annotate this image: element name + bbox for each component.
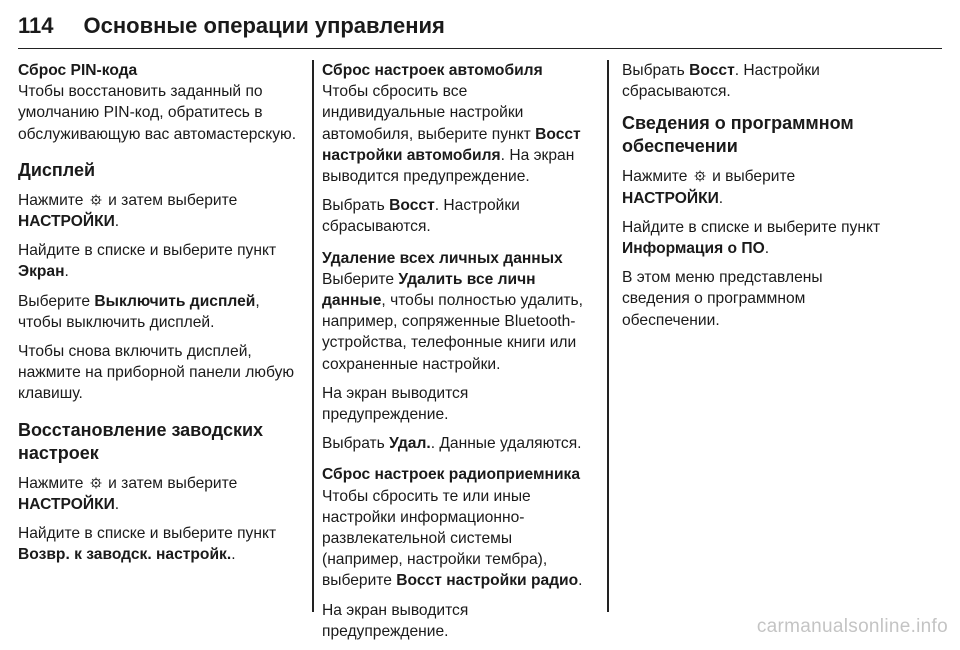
pin-reset-text: Чтобы восстановить заданный по умолчанию PIN-код, обратитесь в обслуживающую вас автомастерскую. (18, 83, 297, 143)
watermark: carmanualsonline.info (756, 616, 948, 637)
column-divider (312, 60, 314, 612)
vehicle-reset-text: Чтобы сбросить все индивидуальные настройки автомобиля, выберите пункт Восст настройки автомобиля. На экран выводится предупреждение. (322, 83, 581, 186)
display-step-1: Нажмите и затем выберите НАСТРОЙКИ. (18, 191, 238, 231)
column-divider (607, 60, 609, 612)
page-number: 114 (18, 13, 54, 38)
column-2 (322, 60, 594, 650)
column-3 (622, 60, 894, 339)
personal-data-heading: Удаление всех личных данных (322, 249, 563, 267)
software-step-2: Найдите в списке и выберите пункт Информация о ПО. (622, 218, 881, 258)
software-info-heading: Сведения о программном обеспечении (622, 113, 854, 157)
personal-data-warning: На экран выводится предупреждение. (322, 384, 469, 424)
software-step-1: Нажмите и выберите НАСТРОЙКИ. (622, 168, 796, 207)
radio-reset-warning: На экран выводится предупреждение. (322, 601, 469, 640)
software-step-3: В этом меню представлены сведения о программном обеспечении. (622, 269, 823, 329)
radio-reset-confirm: Выбрать Восст. Настройки сбрасываются. (622, 62, 820, 101)
radio-reset-heading: Сброс настроек радиоприемника (322, 466, 581, 484)
gear-icon (694, 170, 706, 182)
display-step-2: Найдите в списке и выберите пункт Экран. (18, 242, 277, 281)
factory-step-1: Нажмите и затем выберите НАСТРОЙКИ. (18, 474, 238, 513)
factory-reset-heading: Восстановление заводских настроек (18, 419, 264, 463)
personal-data-confirm: Выбрать Удал.. Данные удаляются. (322, 435, 582, 453)
radio-reset-text: Чтобы сбросить те или иные настройки информационно-развлекательной системы (например, настройки тембра), выберите Восст настройки радио. (322, 487, 583, 590)
factory-step-2: Найдите в списке и выберите пункт Возвр. к заводск. настройк.. (18, 525, 277, 564)
pin-reset-heading: Сброс PIN-кода (18, 62, 138, 79)
personal-data-text: Выберите Удалить все личн данные, чтобы полностью удалить, например, сопряженные Bluetooth-устройства, телефонные книги или сохраненные настройки. (322, 270, 584, 373)
column-1 (18, 60, 302, 573)
page-header (18, 4, 942, 49)
display-step-4: Чтобы снова включить дисплей, нажмите на приборной панели любую клавишу. (18, 343, 295, 403)
display-heading: Дисплей (18, 159, 96, 180)
page-title: Основные операции управления (83, 13, 445, 38)
gear-icon (90, 194, 102, 206)
gear-icon (90, 477, 102, 489)
display-step-3: Выберите Выключить дисплей, чтобы выключить дисплей. (18, 292, 260, 331)
vehicle-reset-confirm: Выбрать Восст. Настройки сбрасываются. (322, 197, 520, 236)
vehicle-reset-heading: Сброс настроек автомобиля (322, 62, 543, 79)
